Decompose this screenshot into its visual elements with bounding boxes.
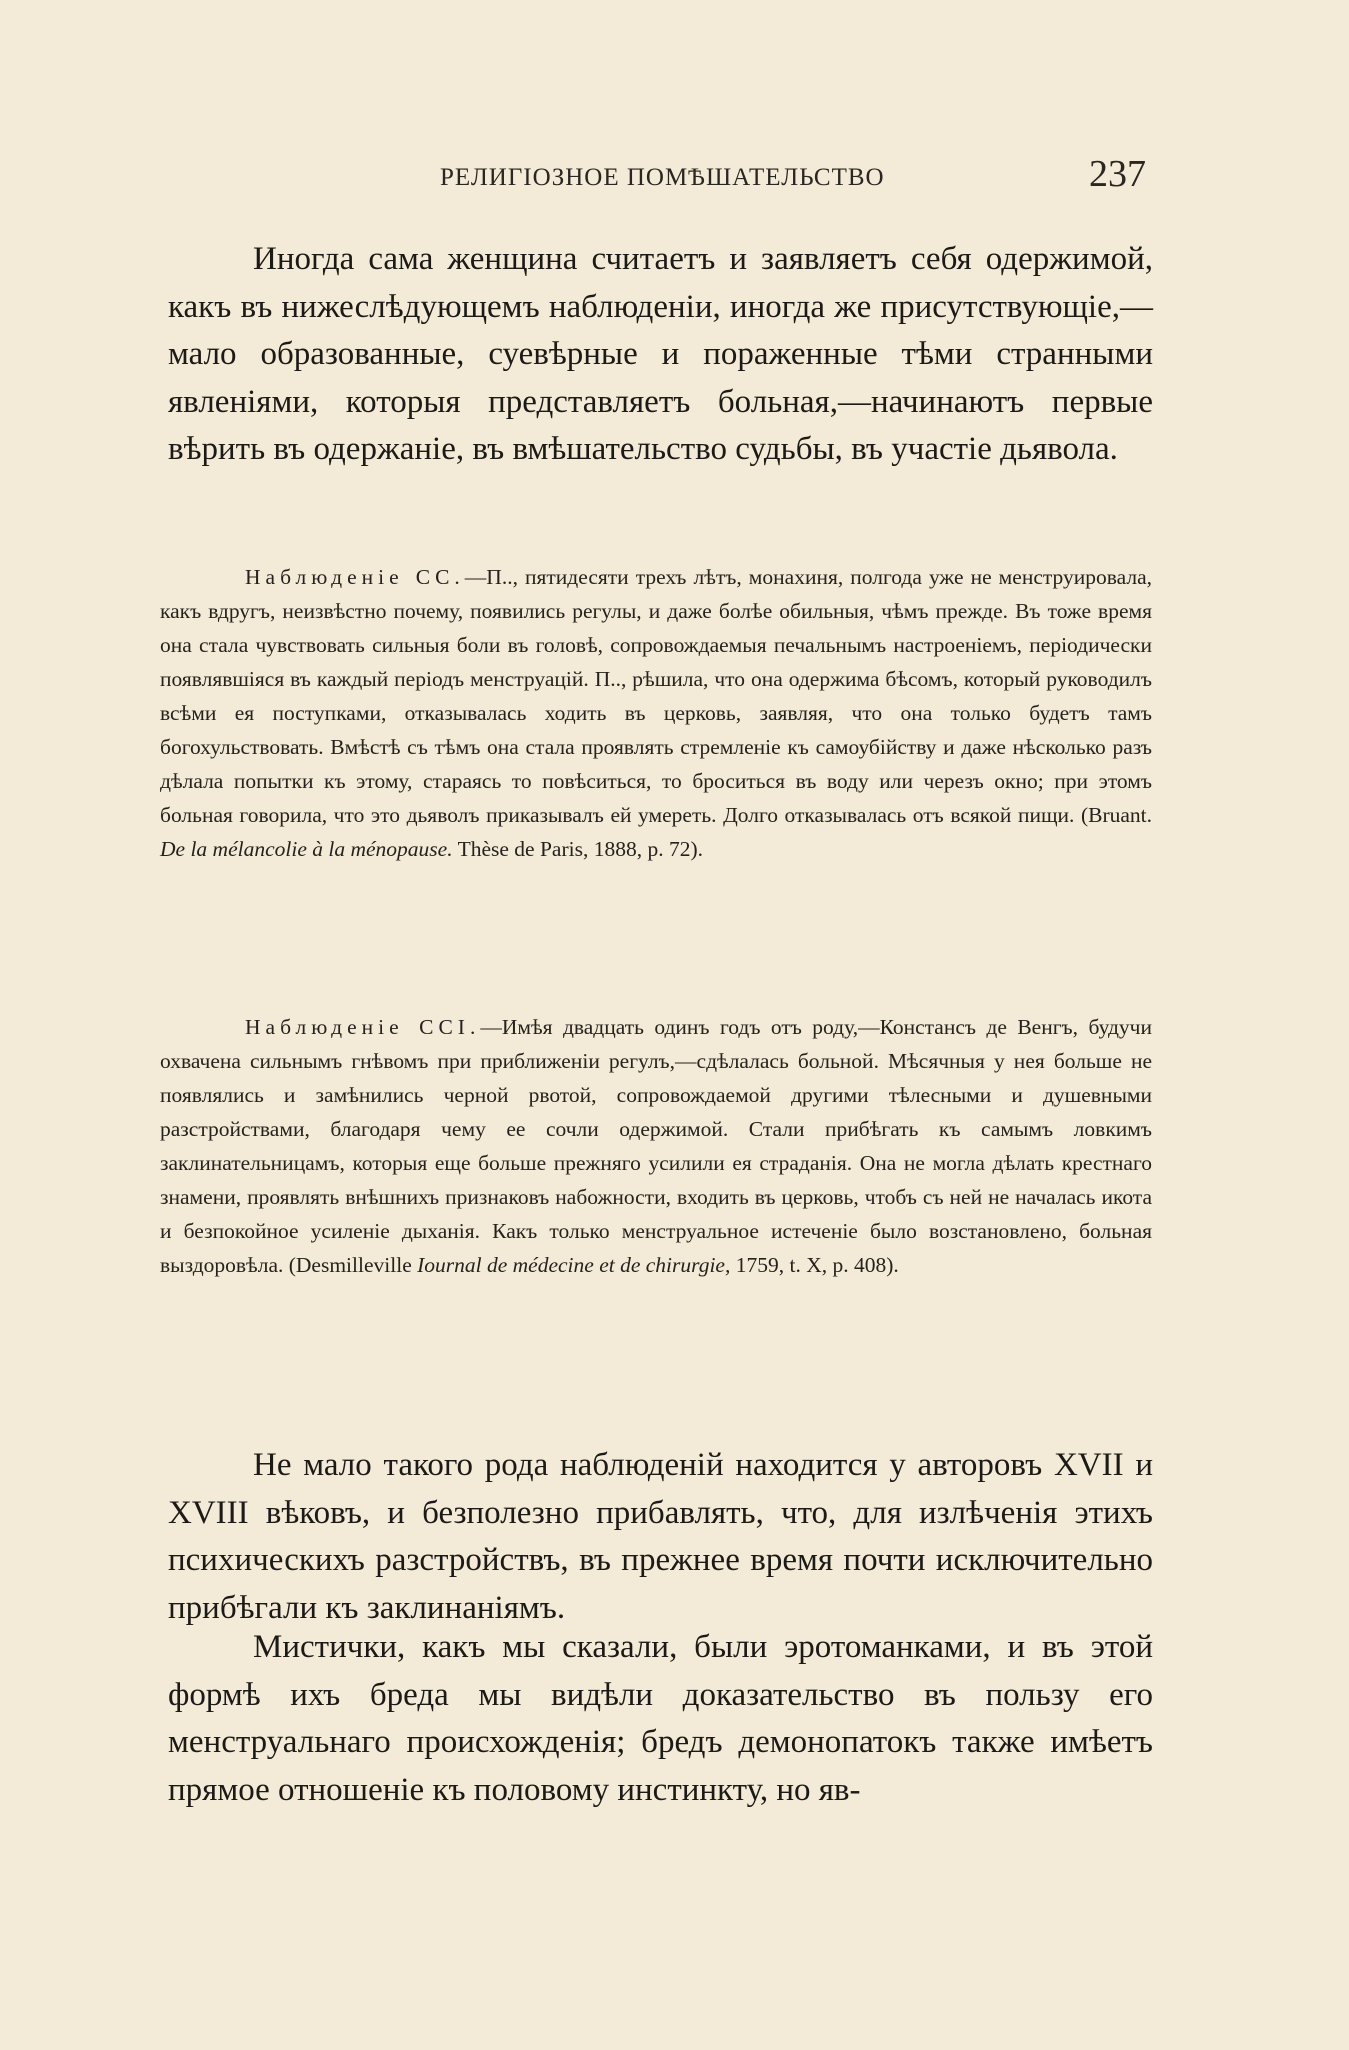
page-number: 237 [1089,153,1146,195]
observation-200 [160,560,1152,866]
observation-201-citation-rest: 1759, t. X, p. 408). [730,1253,899,1277]
paragraph-mystics: Мистички, какъ мы сказали, были эротоманками, и въ этой формѣ ихъ бреда мы видѣли доказательство въ пользу его менструальнаго происхожденія; бредъ демонопатокъ также имѣетъ прямое отношеніе къ половому инстинкту, но яв- [168,1629,1153,1808]
running-head: РЕЛИГІОЗНОЕ ПОМѢШАТЕЛЬСТВО [440,164,885,191]
observation-201-text: —Имѣя двадцать одинъ годъ отъ роду,—Констансъ де Венгъ, будучи охвачена сильнымъ гнѣвомъ при приближеніи регулъ,—сдѣлалась больной. Мѣсячныя у нея больше не появлялись и замѣнились черной рвотой, сопровождаемой другими тѣлесными и душевными разстройствами, благодаря чему ее сочли одержимой. Стали прибѣгать къ самымъ ловкимъ заклинательницамъ, которыя еще больше прежняго усилили ея страданія. Она не могла дѣлать крестнаго знамени, проявлять внѣшнихъ признаковъ набожности, входить въ церковь, чтобъ съ ней не началась икота и безпокойное усиленіе дыханія. Какъ только менструальное истеченіе было возстановлено, больная выздоровѣла. (Desmilleville [160,1015,1152,1277]
observation-200-text: —П.., пятидесяти трехъ лѣтъ, монахиня, полгода уже не менструировала, какъ вдругъ, неизвѣстно почему, появились регулы, и даже болѣе обильныя, чѣмъ прежде. Въ тоже время она стала чувствовать сильныя боли въ головѣ, сопровождаемыя печальнымъ настроеніемъ, періодически появлявшіяся въ каждый періодъ менструацій. П.., рѣшила, что она одержима бѣсомъ, который руководилъ всѣми ея поступками, отказывалась ходить въ церковь, заявляя, что она только будетъ тамъ богохульствовать. Вмѣстѣ съ тѣмъ она стала проявлять стремленіе къ самоубійству и даже нѣсколько разъ дѣлала попытки къ этому, стараясь то повѣситься, то броситься въ воду или черезъ окно; при этомъ больная говорила, что это дьяволъ приказывалъ ей умереть. Долго отказывалась отъ всякой пищи. (Bruant. [160,565,1152,827]
observation-201-label: Наблюденіе CCI. [245,1015,481,1039]
paragraph-intro: Иногда сама женщина считаетъ и заявляетъ себя одержимой, какъ въ нижеслѣдующемъ наблюденіи, иногда же присутствующіе,—мало образованные, суевѣрные и пораженные тѣми странными явленіями, которыя представляетъ больная,—начинаютъ первые вѣрить въ одержаніе, въ вмѣшательство судьбы, въ участіе дьявола. [168,241,1153,467]
observation-200-citation-rest: Thèse de Paris, 1888, p. 72). [452,837,703,861]
page-header [168,152,1158,202]
observation-200-label: Наблюденіе CC. [245,565,465,589]
observation-201-citation-title: Iournal de médecine et de chirurgie, [417,1253,731,1277]
observation-201 [160,1010,1152,1282]
paragraph-authors: Не мало такого рода наблюденій находится у авторовъ XVII и XVIII вѣковъ, и безполезно прибавлять, что, для излѣченія этихъ психическихъ разстройствъ, въ прежнее время почти исключительно прибѣгали къ заклинаніямъ. [168,1447,1153,1626]
observation-200-citation-title: De la mélancolie à la ménopause. [160,837,453,861]
